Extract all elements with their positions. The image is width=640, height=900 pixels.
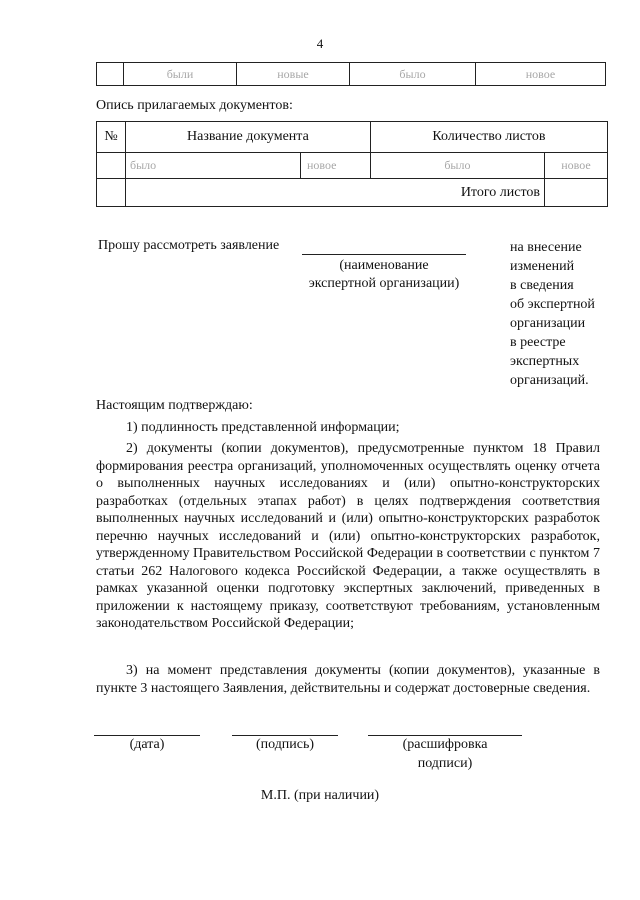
inventory-title: Опись прилагаемых документов:	[96, 98, 293, 113]
decode-line	[368, 735, 522, 736]
stamp-place: М.П. (при наличии)	[260, 788, 380, 803]
signature-caption: (подпись)	[255, 737, 315, 752]
table-cell: было	[350, 63, 476, 86]
table-cell: было	[370, 153, 544, 179]
organization-caption-1: (наименование	[339, 258, 429, 273]
page-number: 4	[316, 36, 324, 51]
total-sheets-value	[545, 179, 608, 207]
table-cell	[97, 179, 126, 207]
decode-caption-2: подписи)	[417, 756, 473, 771]
purpose-line: на внесение	[510, 240, 582, 255]
confirm-heading: Настоящим подтверждаю:	[96, 398, 253, 413]
purpose-line: организации	[510, 316, 586, 331]
table-cell: новые	[237, 63, 350, 86]
table-cell	[97, 63, 124, 86]
purpose-line: в реестре	[510, 335, 566, 350]
date-line	[94, 735, 200, 736]
changes-table	[96, 62, 606, 86]
purpose-line: экспертных	[510, 354, 580, 369]
table-cell	[97, 153, 126, 179]
purpose-line: изменений	[510, 259, 575, 274]
inventory-table	[96, 121, 608, 207]
request-prefix: Прошу рассмотреть заявление	[98, 238, 280, 253]
table-cell: новое	[476, 63, 606, 86]
table-cell: новое	[301, 153, 371, 179]
table-cell: были	[124, 63, 237, 86]
signature-line	[232, 735, 338, 736]
date-caption: (дата)	[129, 737, 165, 752]
table-cell: было	[126, 153, 301, 179]
purpose-line: в сведения	[510, 278, 574, 293]
decode-caption-1: (расшифровка	[402, 737, 488, 752]
confirm-item-2: 2) документы (копии документов), предусмотренные пунктом 18 Правил формирования реестра организаций, уполномоченных осуществлять оценку отчета о выполненных научных исследованиях и (или) опытно-конструкторских разработках (отдельных этапах работ) в целях подтверждения соответствия выполненных научных исследований и (или) опытно-конструкторских разработок перечню научных исследований и (или) опытно-конструкторских разработок, утвержденному Правительством Российской Федерации в соответствии с пунктом 7 статьи 262 Налогового кодекса Российской Федерации, а также осуществлять в рамках указанной оценки подготовку экспертных заключений, приведенных в приложении к настоящему приказу, соответствуют требованиям, установленным законодательством Российской Федерации;	[96, 441, 600, 631]
request-purpose	[510, 238, 595, 390]
header-document-name: Название документа	[126, 122, 371, 153]
confirm-item-3: 3) на момент представления документы (копии документов), указанные в пункте 3 настоящего Заявления, действительны и содержат достоверные сведения.	[96, 663, 600, 696]
purpose-line: организаций.	[510, 373, 589, 388]
purpose-line: об экспертной	[510, 297, 595, 312]
organization-caption-2: экспертной организации)	[308, 276, 460, 291]
header-sheet-count: Количество листов	[370, 122, 607, 153]
confirm-item-1: 1) подлинность представленной информации;	[126, 420, 400, 435]
header-number: №	[97, 122, 126, 153]
organization-name-line	[302, 254, 466, 255]
table-cell: новое	[545, 153, 608, 179]
total-sheets-label: Итого листов	[126, 179, 545, 207]
